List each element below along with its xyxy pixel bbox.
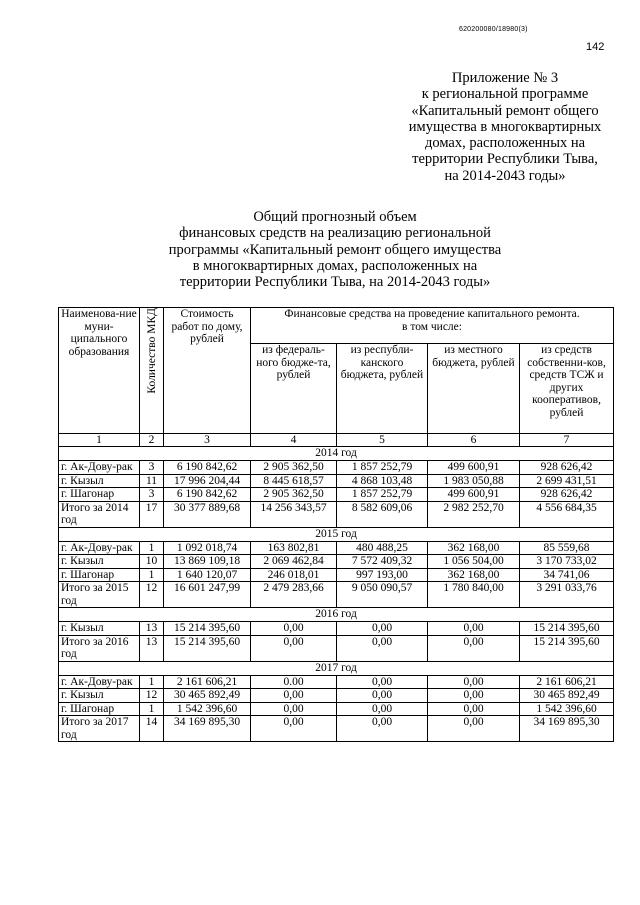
cell-count: 12 xyxy=(140,689,164,703)
cell-own: 928 626,42 xyxy=(520,461,614,475)
cell-republic: 1 857 252,79 xyxy=(337,488,428,502)
column-number: 6 xyxy=(428,434,520,447)
header-local: из местного бюджета, рублей xyxy=(428,344,520,434)
cell-own: 15 214 395,60 xyxy=(520,622,614,636)
cell-republic: 4 868 103,48 xyxy=(337,474,428,488)
cell-federal: 2 905 362,50 xyxy=(251,488,337,502)
column-number: 4 xyxy=(251,434,337,447)
cell-local: 0,00 xyxy=(428,622,520,636)
header-cost: Стоимость работ по дому, рублей xyxy=(164,308,251,434)
table-body xyxy=(59,434,614,742)
cell-cost: 16 601 247,99 xyxy=(164,582,251,608)
table-row xyxy=(59,689,614,703)
cell-cost: 1 092 018,74 xyxy=(164,541,251,555)
title-line: Общий прогнозный объем xyxy=(253,209,417,225)
cell-federal: 0,00 xyxy=(251,635,337,661)
column-numbers-row xyxy=(59,434,614,447)
header-funds xyxy=(251,308,614,344)
cell-republic: 0,00 xyxy=(337,716,428,742)
title-line: программы «Капитальный ремонт общего имущества xyxy=(168,241,502,258)
appendix-line: к региональной программе xyxy=(421,86,589,103)
header-own: из средств собственни-ков, средств ТСЖ и других кооперативов, рублей xyxy=(520,344,614,434)
title-line: в многоквартирных домах, расположенных на xyxy=(192,257,478,274)
cell-federal: 2 479 283,66 xyxy=(251,582,337,608)
year-label: 2015 год xyxy=(59,527,614,541)
cell-cost: 2 161 606,21 xyxy=(164,675,251,689)
cell-cost: 1 542 396,60 xyxy=(164,702,251,716)
column-number: 1 xyxy=(59,434,140,447)
cell-cost: 6 190 842,62 xyxy=(164,488,251,502)
table-row xyxy=(59,555,614,569)
document-title xyxy=(145,209,525,290)
document-id: 620200080/18980(3) xyxy=(459,26,528,33)
column-number: 3 xyxy=(164,434,251,447)
cell-own: 3 170 733,02 xyxy=(520,555,614,569)
title-line: территории Республики Тыва, на 2014-2043 годы» xyxy=(179,274,491,291)
year-row xyxy=(59,527,614,541)
appendix-line: домах, расположенных на xyxy=(424,135,586,152)
cell-name: г. Шагонар xyxy=(59,568,140,582)
cell-local: 0,00 xyxy=(428,689,520,703)
cell-count: 12 xyxy=(140,582,164,608)
column-number: 5 xyxy=(337,434,428,447)
cell-local: 0,00 xyxy=(428,716,520,742)
cell-republic: 0,00 xyxy=(337,675,428,689)
cell-count: 17 xyxy=(140,501,164,527)
cell-republic: 9 050 090,57 xyxy=(337,582,428,608)
year-row xyxy=(59,661,614,675)
cell-name: г. Кызыл xyxy=(59,622,140,636)
cell-federal: 0.00 xyxy=(251,675,337,689)
cell-own: 34 741,06 xyxy=(520,568,614,582)
cell-count: 3 xyxy=(140,461,164,475)
cell-cost: 6 190 842,62 xyxy=(164,461,251,475)
cell-count: 10 xyxy=(140,555,164,569)
cell-local: 0,00 xyxy=(428,675,520,689)
header-funds-sub: в том числе: xyxy=(402,320,462,333)
header-federal: из федераль-ного бюдже-та, рублей xyxy=(251,344,337,434)
cell-federal: 0,00 xyxy=(251,702,337,716)
cell-federal: 246 018,01 xyxy=(251,568,337,582)
cell-name: г. Шагонар xyxy=(59,702,140,716)
cell-name: г. Шагонар xyxy=(59,488,140,502)
cell-count: 11 xyxy=(140,474,164,488)
appendix-line: на 2014-2043 годы» xyxy=(444,167,566,184)
cell-name: г. Ак-Дову-рак xyxy=(59,541,140,555)
title-line: финансовых средств на реализацию региональной xyxy=(179,225,491,242)
cell-cost: 13 869 109,18 xyxy=(164,555,251,569)
table-row xyxy=(59,582,614,608)
cell-own: 1 542 396,60 xyxy=(520,702,614,716)
header-count xyxy=(140,308,164,434)
cell-name: Итого за 2016 год xyxy=(59,635,140,661)
column-number: 2 xyxy=(140,434,164,447)
cell-local: 1 056 504,00 xyxy=(428,555,520,569)
cell-federal: 0,00 xyxy=(251,622,337,636)
table-row xyxy=(59,702,614,716)
cell-cost: 30 377 889,68 xyxy=(164,501,251,527)
cell-federal: 0,00 xyxy=(251,689,337,703)
cell-local: 362 168,00 xyxy=(428,541,520,555)
financing-table xyxy=(58,307,614,742)
appendix-line: «Капитальный ремонт общего xyxy=(411,102,599,119)
cell-federal: 8 445 618,57 xyxy=(251,474,337,488)
table-row xyxy=(59,635,614,661)
table-row xyxy=(59,675,614,689)
cell-name: г. Кызыл xyxy=(59,555,140,569)
cell-local: 0,00 xyxy=(428,702,520,716)
cell-local: 1 780 840,00 xyxy=(428,582,520,608)
header-count-text: Количество МКД xyxy=(145,308,158,394)
appendix-line: Приложение № 3 xyxy=(451,70,559,86)
cell-count: 13 xyxy=(140,635,164,661)
cell-cost: 1 640 120,07 xyxy=(164,568,251,582)
cell-republic: 480 488,25 xyxy=(337,541,428,555)
cell-own: 85 559,68 xyxy=(520,541,614,555)
cell-name: г. Ак-Дову-рак xyxy=(59,675,140,689)
cell-cost: 17 996 204,44 xyxy=(164,474,251,488)
cell-local: 499 600,91 xyxy=(428,461,520,475)
cell-own: 928 626,42 xyxy=(520,488,614,502)
cell-own: 3 291 033,76 xyxy=(520,582,614,608)
cell-name: г. Кызыл xyxy=(59,474,140,488)
cell-own: 4 556 684,35 xyxy=(520,501,614,527)
cell-name: г. Кызыл xyxy=(59,689,140,703)
cell-own: 15 214 395,60 xyxy=(520,635,614,661)
table-row xyxy=(59,461,614,475)
year-label: 2014 год xyxy=(59,447,614,461)
cell-republic: 0,00 xyxy=(337,702,428,716)
table-row xyxy=(59,474,614,488)
cell-federal: 0,00 xyxy=(251,716,337,742)
cell-count: 1 xyxy=(140,541,164,555)
cell-count: 14 xyxy=(140,716,164,742)
cell-republic: 0,00 xyxy=(337,635,428,661)
cell-count: 13 xyxy=(140,622,164,636)
cell-cost: 15 214 395,60 xyxy=(164,622,251,636)
cell-cost: 34 169 895,30 xyxy=(164,716,251,742)
cell-name: Итого за 2015 год xyxy=(59,582,140,608)
cell-count: 1 xyxy=(140,568,164,582)
cell-local: 2 982 252,70 xyxy=(428,501,520,527)
table-row xyxy=(59,488,614,502)
cell-count: 1 xyxy=(140,702,164,716)
column-number: 7 xyxy=(520,434,614,447)
cell-name: г. Ак-Дову-рак xyxy=(59,461,140,475)
appendix-line: территории Республики Тыва, xyxy=(412,151,598,168)
cell-count: 1 xyxy=(140,675,164,689)
year-label: 2017 год xyxy=(59,661,614,675)
year-row xyxy=(59,608,614,622)
cell-republic: 1 857 252,79 xyxy=(337,461,428,475)
header-funds-title: Финансовые средства на проведение капитального ремонта. xyxy=(284,308,580,320)
table-row xyxy=(59,568,614,582)
year-row xyxy=(59,447,614,461)
cell-local: 1 983 050,88 xyxy=(428,474,520,488)
cell-federal: 2 905 362,50 xyxy=(251,461,337,475)
cell-cost: 15 214 395,60 xyxy=(164,635,251,661)
cell-cost: 30 465 892,49 xyxy=(164,689,251,703)
cell-republic: 997 193,00 xyxy=(337,568,428,582)
cell-republic: 7 572 409,32 xyxy=(337,555,428,569)
cell-republic: 0,00 xyxy=(337,689,428,703)
cell-own: 34 169 895,30 xyxy=(520,716,614,742)
header-republic: из республи-канского бюджета, рублей xyxy=(337,344,428,434)
table-row xyxy=(59,622,614,636)
cell-local: 0,00 xyxy=(428,635,520,661)
cell-count: 3 xyxy=(140,488,164,502)
cell-republic: 8 582 609,06 xyxy=(337,501,428,527)
cell-own: 30 465 892,49 xyxy=(520,689,614,703)
cell-own: 2 699 431,51 xyxy=(520,474,614,488)
table-row xyxy=(59,541,614,555)
cell-local: 499 600,91 xyxy=(428,488,520,502)
header-name: Наименова-ние муни-ципального образования xyxy=(59,308,140,434)
appendix-line: имущества в многоквартирных xyxy=(408,118,602,135)
year-label: 2016 год xyxy=(59,608,614,622)
cell-local: 362 168,00 xyxy=(428,568,520,582)
table-row xyxy=(59,716,614,742)
cell-name: Итого за 2017 год xyxy=(59,716,140,742)
table-row xyxy=(59,501,614,527)
cell-federal: 14 256 343,57 xyxy=(251,501,337,527)
cell-federal: 2 069 462,84 xyxy=(251,555,337,569)
page-number: 142 xyxy=(586,41,605,53)
appendix-block xyxy=(400,70,610,184)
cell-name: Итого за 2014 год xyxy=(59,501,140,527)
cell-republic: 0,00 xyxy=(337,622,428,636)
cell-federal: 163 802,81 xyxy=(251,541,337,555)
cell-own: 2 161 606,21 xyxy=(520,675,614,689)
